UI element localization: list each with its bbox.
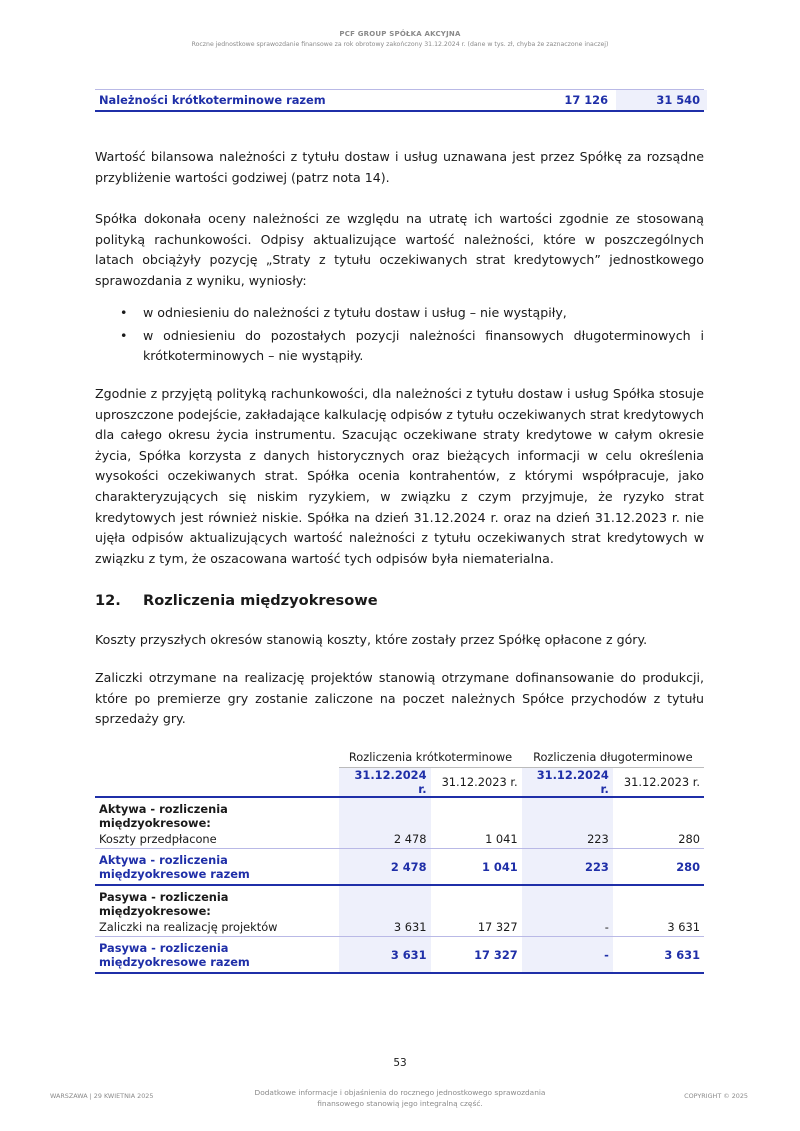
table-cell: 1 041 (485, 832, 518, 846)
row-label: Zaliczki na realizację projektów (99, 920, 278, 934)
table-cell: 3 631 (339, 937, 430, 974)
table-cell: 2 478 (339, 849, 430, 886)
table-cell: 17 327 (431, 937, 522, 974)
list-item-text: w odniesieniu do pozostałych pozycji należności finansowych długoterminowych i krótkoterminowych – nie wystąpiły. (143, 327, 704, 364)
table-cell: 2 478 (339, 830, 430, 849)
list-item (95, 326, 704, 367)
table-cell: 223 (522, 849, 613, 886)
report-subtitle: Roczne jednostkowe sprawozdanie finansowe za rok obrotowy zakończony 31.12.2024 r. (dane w tys. zł, chyba że zaznaczone inaczej) (191, 41, 609, 48)
section-heading (95, 592, 378, 609)
receivables-total-2024: 17 126 (564, 93, 608, 107)
table-cell: - (522, 937, 613, 974)
table-cell: 17 327 (477, 920, 518, 934)
table-cell: 3 631 (339, 918, 430, 937)
bullet-icon: • (120, 327, 128, 343)
receivables-total-label: Należności krótkoterminowe razem (99, 93, 326, 107)
table-row (95, 937, 704, 974)
section-title: Rozliczenia międzyokresowe (143, 592, 378, 609)
bullet-icon: • (120, 305, 128, 320)
row-label: Koszty przedpłacone (99, 832, 217, 846)
date-col: 31.12.2024 r. (339, 768, 430, 798)
table-cell: 280 (613, 849, 704, 886)
footer-note: Dodatkowe informacje i objaśnienia do rocznego jednostkowego sprawozdania finansowego stanowią jego integralną część. (254, 1088, 546, 1108)
table-cell: 280 (678, 832, 700, 846)
paragraph-fair-value: Wartość bilansowa należności z tytułu dostaw i usług uznawana jest przez Spółkę za rozsądne przybliżenie wartości godziwej (patrz nota 14). (95, 149, 704, 185)
table-row (95, 885, 704, 918)
table-group-header (95, 747, 704, 768)
paragraph-impairment: Spółka dokonała oceny należności ze względu na utratę ich wartości zgodnie ze stosowaną polityką rachunkowości. Odpisy aktualizujące wartość należności, które w poszczególnych latach obciążyły pozycję „Straty z tytułu oczekiwanych strat kredytowych” jednostkowego sprawozdania z wyniku, wyniosły: (95, 211, 704, 288)
assets-section-label: Aktywa - rozliczenia międzyokresowe: (99, 802, 228, 830)
date-col: 31.12.2024 r. (522, 768, 613, 798)
row-label: Aktywa - rozliczenia międzyokresowe razem (95, 849, 339, 886)
table-row (95, 918, 704, 937)
row-label: Pasywa - rozliczenia międzyokresowe razem (95, 937, 339, 974)
list-item (95, 303, 704, 324)
page-header (0, 30, 800, 48)
company-name: PCF GROUP SPÓŁKA AKCYJNA (339, 30, 461, 38)
table-row (95, 797, 704, 830)
group-long-term: Rozliczenia długoterminowe (522, 747, 704, 768)
paragraph-prepaid: Koszty przyszłych okresów stanowią koszty, które zostały przez Spółkę opłacone z góry. (95, 632, 648, 647)
paragraph-advances: Zaliczki otrzymane na realizację projektów stanowią otrzymane dofinansowanie do produkcji, które po premierze gry zostanie zaliczone na poczet należnych Spółce przychodów z tytułu sprzedaży gry. (95, 670, 704, 727)
table-cell: 3 631 (613, 937, 704, 974)
receivables-total-row (95, 89, 704, 112)
table-cell: 223 (522, 830, 613, 849)
table-cell: 3 631 (667, 920, 700, 934)
footer-copyright: COPYRIGHT © 2025 (684, 1092, 748, 1100)
table-cell: - (522, 918, 613, 937)
list-item-text: w odniesieniu do należności z tytułu dostaw i usług – nie wystąpiły, (143, 305, 567, 320)
date-col: 31.12.2023 r. (613, 768, 704, 798)
impairment-list (95, 303, 704, 369)
table-date-header (95, 768, 704, 798)
receivables-total-2023: 31 540 (656, 93, 700, 107)
table-row (95, 849, 704, 886)
footer-location-date: WARSZAWA | 29 KWIETNIA 2025 (50, 1092, 154, 1100)
date-col: 31.12.2023 r. (431, 768, 522, 798)
group-short-term: Rozliczenia krótkoterminowe (339, 747, 521, 768)
accruals-table (95, 747, 704, 974)
page-number: 53 (393, 1057, 407, 1069)
table-cell: 1 041 (431, 849, 522, 886)
table-row (95, 830, 704, 849)
section-number: 12. (95, 592, 121, 609)
paragraph-policy: Zgodnie z przyjętą polityką rachunkowości, dla należności z tytułu dostaw i usług Spółka stosuje uproszczone podejście, zakładające kalkulację odpisów z tytułu oczekiwanych strat kredytowych dla całego okresu życia instrumentu. Szacując oczekiwane straty kredytowe w całym okresie życia, Spółka korzysta z danych historycznych oraz bieżących informacji w celu określenia wysokości oczekiwanych strat. Spółka ocenia kontrahentów, z którymi współpracuje, jako charakteryzujących się niskim ryzykiem, w związku z czym przyjmuje, że ryzyko strat kredytowych jest również niskie. Spółka na dzień 31.12.2024 r. oraz na dzień 31.12.2023 r. nie ujęła odpisów aktualizujących wartość należności z tytułu oczekiwanych strat kredytowych w związku z tym, że oszacowana wartość tych odpisów była niematerialna. (95, 386, 704, 566)
liabilities-section-label: Pasywa - rozliczenia międzyokresowe: (99, 890, 229, 918)
